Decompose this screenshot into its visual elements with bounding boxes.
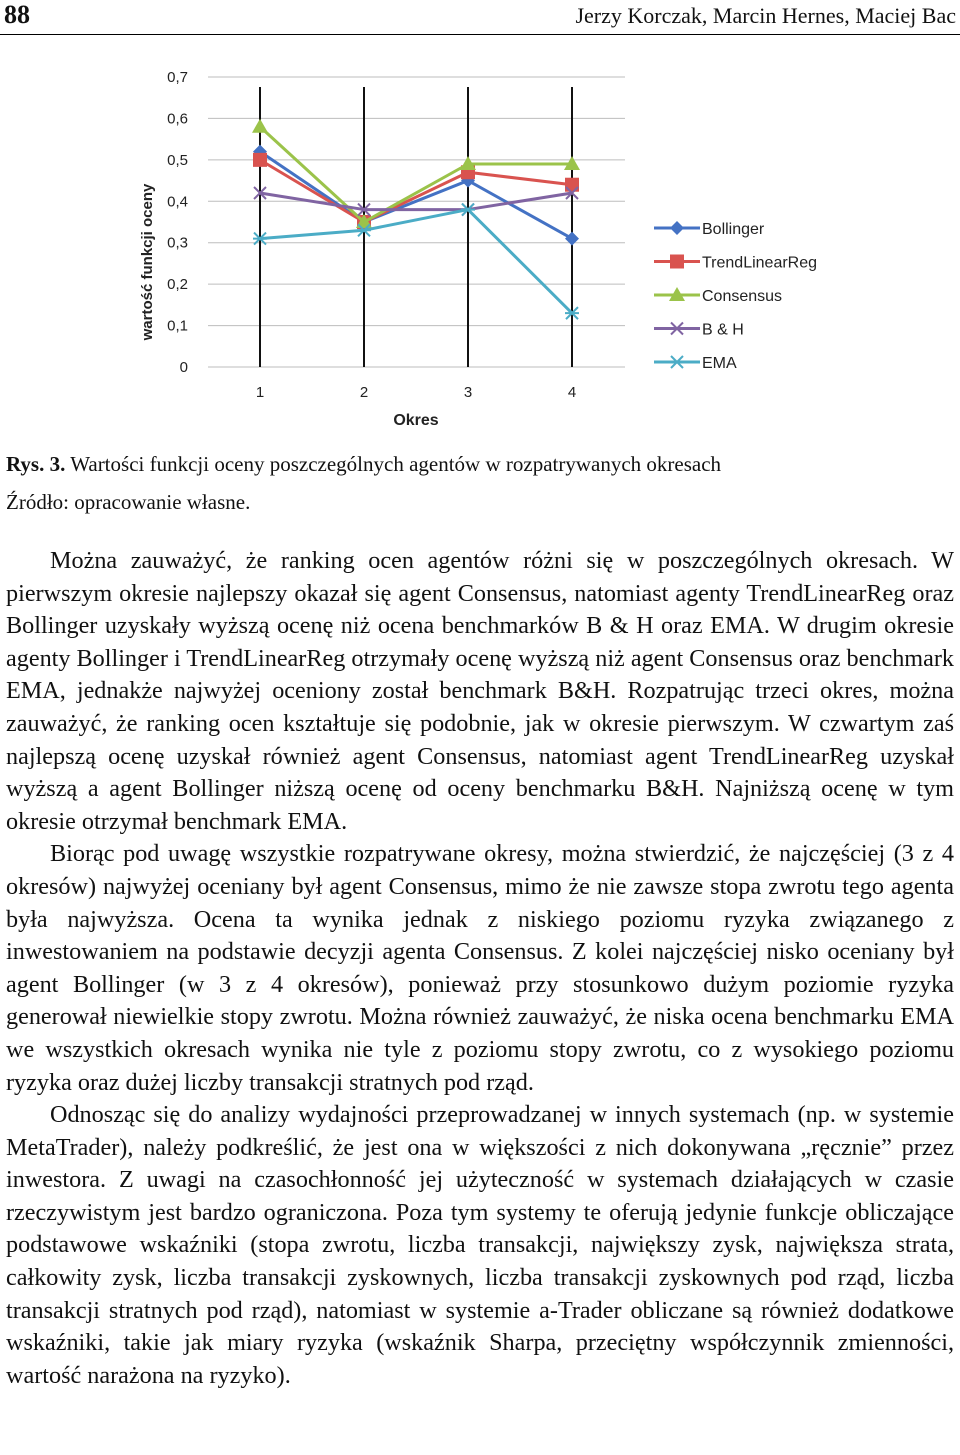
legend-label: TrendLinearReg	[702, 254, 818, 272]
legend-label: B & H	[702, 321, 744, 339]
series-consensus	[252, 119, 580, 228]
marker-triangle	[252, 119, 268, 133]
x-tick-label: 2	[359, 384, 369, 401]
figure-source: Źródło: opracowanie własne.	[6, 490, 251, 514]
marker-diamond	[565, 232, 579, 246]
running-head-authors: Jerzy Korczak, Marcin Hernes, Maciej Bac	[575, 3, 956, 28]
paragraph-3: Odnosząc się do analizy wydajności przeprowadzanej w innych systemach (np. w systemie MetaTrader), należy podkreślić, że jest ona w większości z nich dokonywana „ręcznie” przez inwestora. Z uwagi na czasochłonność jej użyteczność w systemach działających w czasie rzeczywistym jest bardzo ograniczona. Poza tym systemy te oferują jedynie funkcje obliczające podstawowe wskaźniki (stopa zwrotu, liczba transakcji, największy zysk, największa strata, całkowity zysk, liczba transakcji zyskownych, liczba transakcji zyskownych pod rząd, liczba transakcji stratnych pod rząd), natomiast w systemie a-Trader obliczane są również dodatkowe wskaźniki, takie jak miary ryzyka (wskaźnik Sharpa, przeciętny współczynnik zmienności, wartość narażona na ryzyko).	[6, 1101, 954, 1389]
marker-square	[253, 153, 267, 167]
chart-legend	[654, 221, 817, 372]
x-tick-label: 4	[567, 384, 577, 401]
x-tick-label: 3	[463, 384, 473, 401]
legend-item	[654, 322, 744, 339]
marker-square	[565, 178, 579, 192]
series-line	[260, 127, 572, 222]
y-axis-label: wartość funkcji oceny	[139, 183, 156, 341]
marker-star	[670, 356, 684, 368]
x-axis-label: Okres	[393, 412, 439, 429]
chart-series	[252, 119, 580, 319]
y-tick-label: 0,5	[167, 151, 188, 169]
legend-item	[654, 255, 817, 272]
series-ema	[253, 204, 579, 320]
body-text	[6, 545, 954, 1392]
legend-item	[654, 287, 782, 305]
legend-label: Consensus	[702, 288, 783, 305]
paragraph-2: Biorąc pod uwagę wszystkie rozpatrywane okresy, można stwierdzić, że najczęściej (3 z 4 okresów) najwyżej oceniany był agent Consensus, mimo że nie zawsze stopa zwrotu tego agenta była najwyższa. Ocena ta wynika jednak z niskiego poziomu ryzyka związanego z inwestowaniem na podstawie decyzji agenta Consensus. Z kolei najczęściej nisko oceniany był agent Bollinger (w 3 z 4 okresów), ponieważ przy stosunkowo dużym poziomie ryzyka generował niewielkie stopy zwrotu. Można również zauważyć, że niska ocena benchmarku EMA we wszystkich okresach wynika nie tyle z poziomu stopy zwrotu, co z wysokiego poziomu ryzyka oraz dużej liczby transakcji stratnych pod rząd.	[6, 840, 954, 1096]
y-tick-label: 0,2	[167, 276, 188, 294]
figure-caption-text: Wartości funkcji oceny poszczególnych agentów w rozpatrywanych okresach	[65, 452, 722, 476]
series-line	[260, 210, 572, 314]
legend-label: EMA	[702, 355, 737, 372]
y-tick-label: 0,7	[167, 69, 188, 86]
figure-caption	[6, 452, 721, 477]
x-tick-label: 1	[255, 384, 265, 401]
marker-diamond	[670, 221, 684, 235]
y-tick-label: 0,4	[167, 193, 188, 211]
page-header	[0, 0, 960, 35]
page-number: 88	[4, 0, 30, 29]
y-tick-label: 0,6	[167, 110, 188, 128]
y-tick-label: 0,1	[167, 317, 188, 335]
line-chart	[0, 40, 960, 440]
paragraph-1: Można zauważyć, że ranking ocen agentów różni się w poszczególnych okresach. W pierwszym okresie najlepszy okazał się agent Consensus, natomiast agenty TrendLinearReg oraz Bollinger uzyskały wyższą ocenę niż ocena benchmarków B & H oraz EMA. W drugim okresie agenty Bollinger i TrendLinearReg otrzymały ocenę wyższą niż agent Consensus oraz benchmark EMA, jednakże najwyżej oceniony został benchmark B&H. Rozpatrując trzeci okres, można zauważyć, że ranking ocen kształtuje się podobnie, jak w okresie pierwszym. W czwartym zaś najlepszą ocenę uzyskał również agent Consensus, natomiast agent TrendLinearReg uzyskał wyższą a agent Bollinger niższą ocenę od oceny benchmarku B&H. Najniższą ocenę w tym okresie otrzymał benchmark EMA.	[6, 547, 954, 835]
y-tick-label: 0	[179, 359, 188, 376]
chart-grid	[208, 77, 625, 367]
marker-square	[670, 255, 684, 269]
legend-item	[654, 355, 737, 372]
legend-label: Bollinger	[702, 221, 765, 238]
figure-label: Rys. 3.	[6, 452, 66, 476]
y-tick-label: 0,3	[167, 234, 188, 252]
legend-item	[654, 221, 765, 238]
